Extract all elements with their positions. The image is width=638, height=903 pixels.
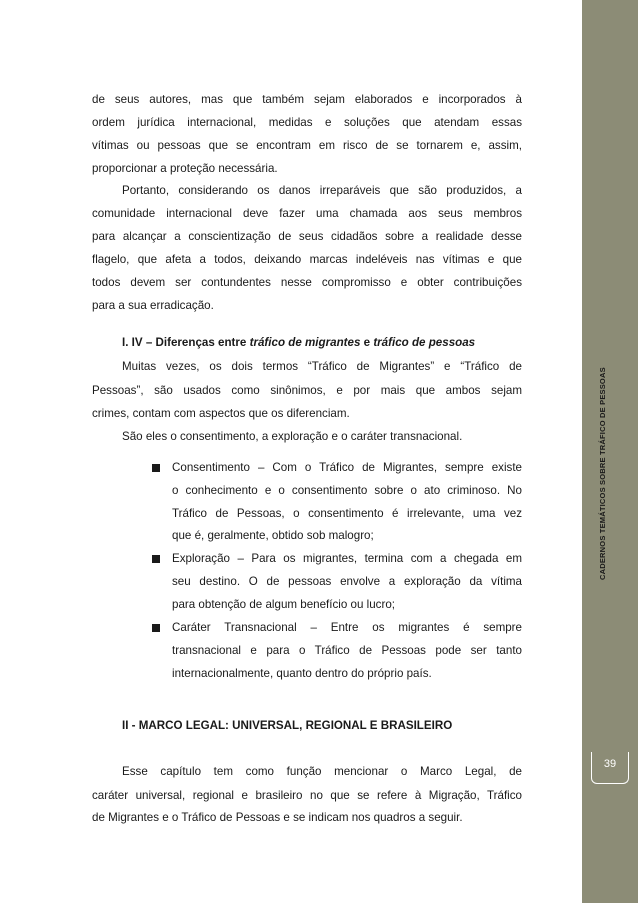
paragraph-line: de Migrantes e o Tráfico de Pessoas e se indicam nos quadros a seguir. [92,811,463,824]
bullet-square-icon [152,555,160,563]
bullet-line: seu destino. O de pessoas envolve a exploração da vítima [172,575,522,588]
paragraph-line: crimes, contam com aspectos que os diferenciam. [92,407,350,420]
paragraph-line: para a sua erradicação. [92,299,214,312]
bullet-line: Caráter Transnacional – Entre os migrantes é sempre [172,621,522,634]
bullet-square-icon [152,464,160,472]
paragraph-line: ordem jurídica internacional, medidas e soluções que atendam essas [92,116,522,129]
paragraph-line: Muitas vezes, os dois termos “Tráfico de Migrantes” e “Tráfico de [122,360,522,373]
paragraph-line: Portanto, considerando os danos irreparáveis que são produzidos, a [122,184,522,197]
bullet-line: internacionalmente, quanto dentro do próprio país. [172,667,432,680]
bullet-line: que é, geralmente, obtido sob malogro; [172,529,374,542]
sidebar-title: CADERNOS TEMÁTICOS SOBRE TRÁFICO DE PESSOAS [598,367,607,580]
bullet-line: transnacional e para o Tráfico de Pessoas pode ser tanto [172,644,522,657]
bullet-line: para obtenção de algum benefício ou lucro; [172,598,396,611]
bullet-line: Exploração – Para os migrantes, termina com a chegada em [172,552,522,565]
paragraph-line: todos devem ser contundentes nesse compromisso e obter contribuições [92,276,522,289]
paragraph-line: comunidade internacional deve fazer uma chamada aos seus membros [92,207,522,220]
paragraph-line: São eles o consentimento, a exploração e o caráter transnacional. [122,430,463,443]
paragraph-line: de seus autores, mas que também sejam elaborados e incorporados à [92,93,522,106]
paragraph-line: Pessoas”, são usados como sinônimos, e por mais que ambos sejam [92,384,522,397]
bullet-square-icon [152,624,160,632]
section-heading [122,335,475,351]
paragraph-line: vítimas ou pessoas que se encontram em risco de se tornarem e, assim, [92,139,522,152]
bullet-line: o conhecimento e o consentimento sobre o ato criminoso. No [172,484,522,497]
paragraph-line: proporcionar a proteção necessária. [92,162,278,175]
bullet-line: Consentimento – Com o Tráfico de Migrantes, sempre existe [172,461,522,474]
heading-part: I. IV – Diferenças entre [122,336,250,349]
paragraph-line: caráter universal, regional e brasileiro no que se refere à Migração, Tráfico [92,789,522,802]
page-number: 39 [603,758,617,770]
heading-part-italic: tráfico de pessoas [373,336,476,349]
paragraph-line: para alcançar a conscientização de seus cidadãos sobre a realidade desse [92,230,522,243]
paragraph-line: flagelo, que afeta a todos, deixando marcas indeléveis nas vítimas e que [92,253,522,266]
heading-part: e [360,336,374,349]
section-heading: II - MARCO LEGAL: UNIVERSAL, REGIONAL E BRASILEIRO [122,719,453,732]
paragraph-line: Esse capítulo tem como função mencionar o Marco Legal, de [122,765,522,778]
bullet-line: Tráfico de Pessoas, o consentimento é irrelevante, uma vez [172,507,522,520]
heading-part-italic: tráfico de migrantes [249,336,361,349]
